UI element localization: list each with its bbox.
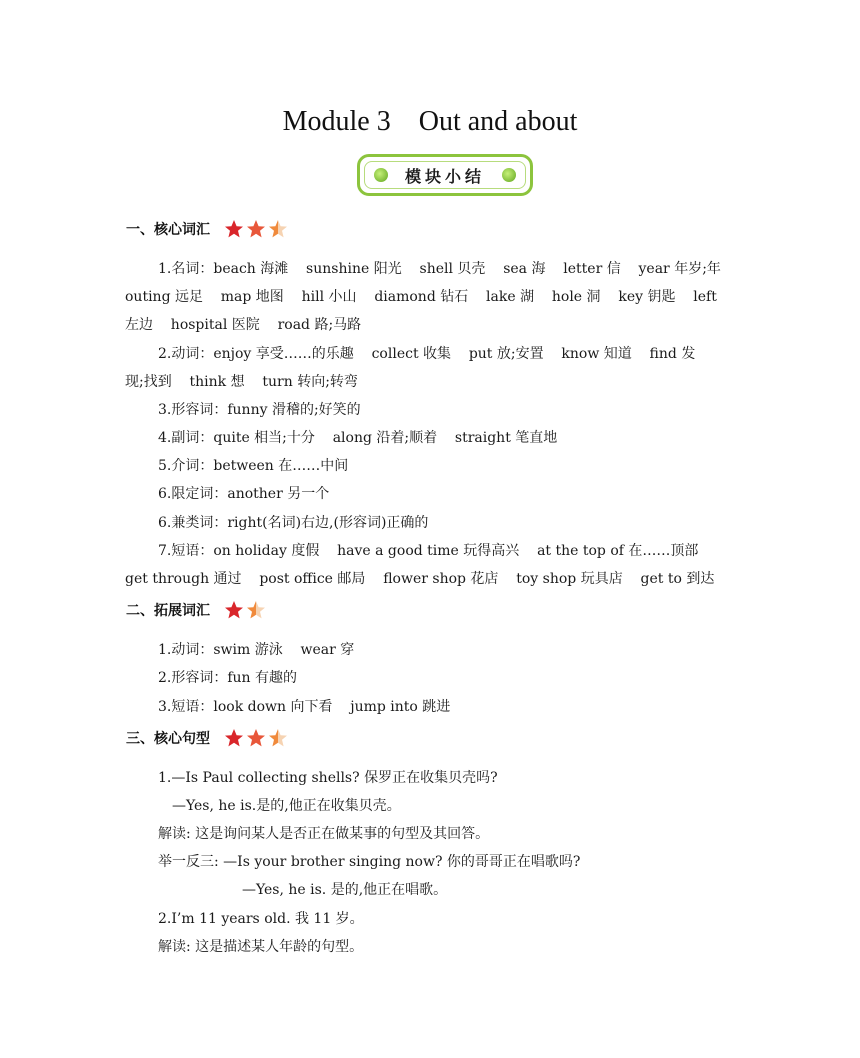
text-line: 3.形容词：funny 滑稽的;好笑的 <box>158 402 361 418</box>
section-heading-label: 一、核心词汇 <box>126 222 210 238</box>
text-line: 现;找到 think 想 turn 转向;转弯 <box>125 374 358 390</box>
badge-dot-left-icon <box>374 168 388 182</box>
text-line: —Yes, he is. 是的,他正在唱歌。 <box>242 882 448 898</box>
section-heading-core-sentences <box>126 728 290 748</box>
star-half-icon <box>268 728 288 748</box>
difficulty-stars <box>224 600 268 620</box>
module-summary-badge <box>357 154 533 196</box>
difficulty-stars <box>224 219 290 239</box>
text-line: 1.名词：beach 海滩 sunshine 阳光 shell 贝壳 sea 海 letter 信 year 年岁;年 <box>158 261 721 277</box>
text-line: get through 通过 post office 邮局 flower shop 花店 toy shop 玩具店 get to 到达 <box>125 571 715 587</box>
text-line: 举一反三: —Is your brother singing now? 你的哥哥正在唱歌吗? <box>158 854 581 870</box>
section-heading-extended-vocab <box>126 600 268 620</box>
badge-dot-right-icon <box>502 168 516 182</box>
page-title: Module 3 Out and about <box>282 106 578 137</box>
section-heading-label: 二、拓展词汇 <box>126 603 210 619</box>
text-line: outing 远足 map 地图 hill 小山 diamond 钻石 lake 湖 hole 洞 key 钥匙 left <box>125 289 717 305</box>
star-full-icon <box>224 728 244 748</box>
text-line: 2.形容词：fun 有趣的 <box>158 670 298 686</box>
text-line: 1.动词：swim 游泳 wear 穿 <box>158 642 355 658</box>
text-line: 1.—Is Paul collecting shells? 保罗正在收集贝壳吗? <box>158 770 498 786</box>
text-line: 7.短语：on holiday 度假 have a good time 玩得高兴 at the top of 在……顶部 <box>158 543 699 559</box>
text-line: 6.兼类词：right(名词)右边,(形容词)正确的 <box>158 515 429 531</box>
star-full-icon <box>246 728 266 748</box>
text-line: 6.限定词：another 另一个 <box>158 486 330 502</box>
text-line: 2.动词：enjoy 享受……的乐趣 collect 收集 put 放;安置 know 知道 find 发 <box>158 346 696 362</box>
text-line: 4.副词：quite 相当;十分 along 沿着;顺着 straight 笔直地 <box>158 430 558 446</box>
star-full-icon <box>224 600 244 620</box>
section-heading-label: 三、核心句型 <box>126 731 210 747</box>
text-line: 解读: 这是描述某人年龄的句型。 <box>158 939 364 955</box>
star-half-icon <box>246 600 266 620</box>
section-heading-core-vocab <box>126 219 290 239</box>
text-line: 5.介词：between 在……中间 <box>158 458 349 474</box>
star-half-icon <box>268 219 288 239</box>
text-line: 2.I’m 11 years old. 我 11 岁。 <box>158 911 364 927</box>
text-line: —Yes, he is.是的,他正在收集贝壳。 <box>172 798 401 814</box>
text-line: 3.短语：look down 向下看 jump into 跳进 <box>158 699 451 715</box>
star-full-icon <box>246 219 266 239</box>
text-line: 解读: 这是询问某人是否正在做某事的句型及其回答。 <box>158 826 490 842</box>
star-full-icon <box>224 219 244 239</box>
text-line: 左边 hospital 医院 road 路;马路 <box>125 317 362 333</box>
difficulty-stars <box>224 728 290 748</box>
badge-label: 模块小结 <box>404 166 485 186</box>
